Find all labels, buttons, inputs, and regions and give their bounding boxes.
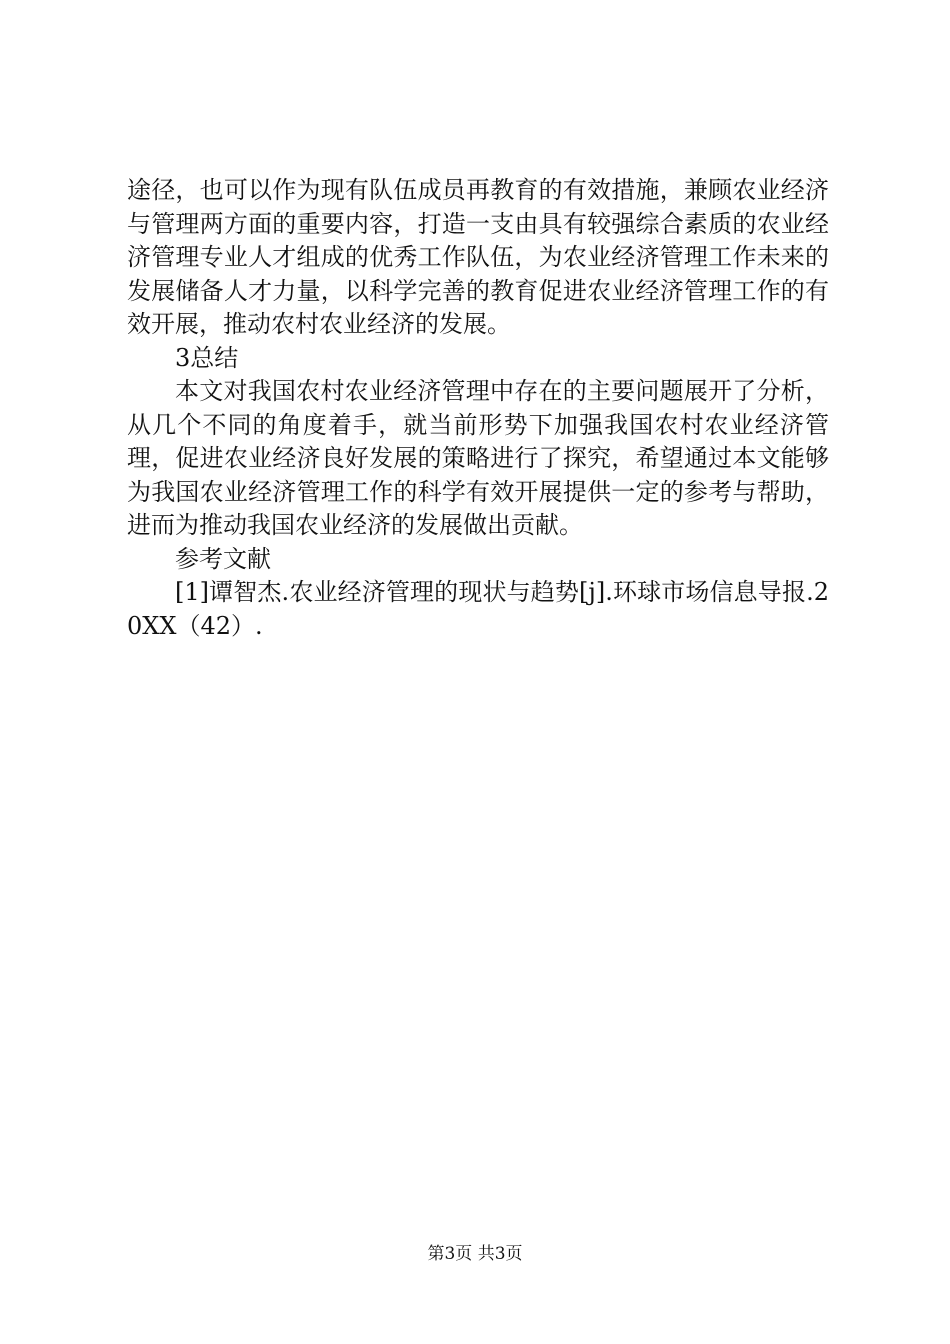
section-heading: 3总结 [175,343,239,372]
document-body [127,174,829,643]
summary-paragraph: 本文对我国农村农业经济管理中存在的主要问题展开了分析，从几个不同的角度着手，就当前形势下加强我国农村农业经济管理，促进农业经济良好发展的策略进行了探究，希望通过本文能够为我国农业经济管理工作的科学有效开展提供一定的参考与帮助，进而为推动我国农业经济的发展做出贡献。 [127,377,829,539]
reference-item: [1]谭智杰.农业经济管理的现状与趋势[j].环球市场信息导报.20XX（42）. [127,578,829,640]
page-footer: 第3页 共3页 [427,1244,523,1264]
references-heading: 参考文献 [175,544,271,573]
body-paragraph: 途径，也可以作为现有队伍成员再教育的有效措施，兼顾农业经济与管理两方面的重要内容，打造一支由具有较强综合素质的农业经济管理专业人才组成的优秀工作队伍，为农业经济管理工作未来的发展储备人才力量，以科学完善的教育促进农业经济管理工作的有效开展，推动农村农业经济的发展。 [127,176,829,338]
